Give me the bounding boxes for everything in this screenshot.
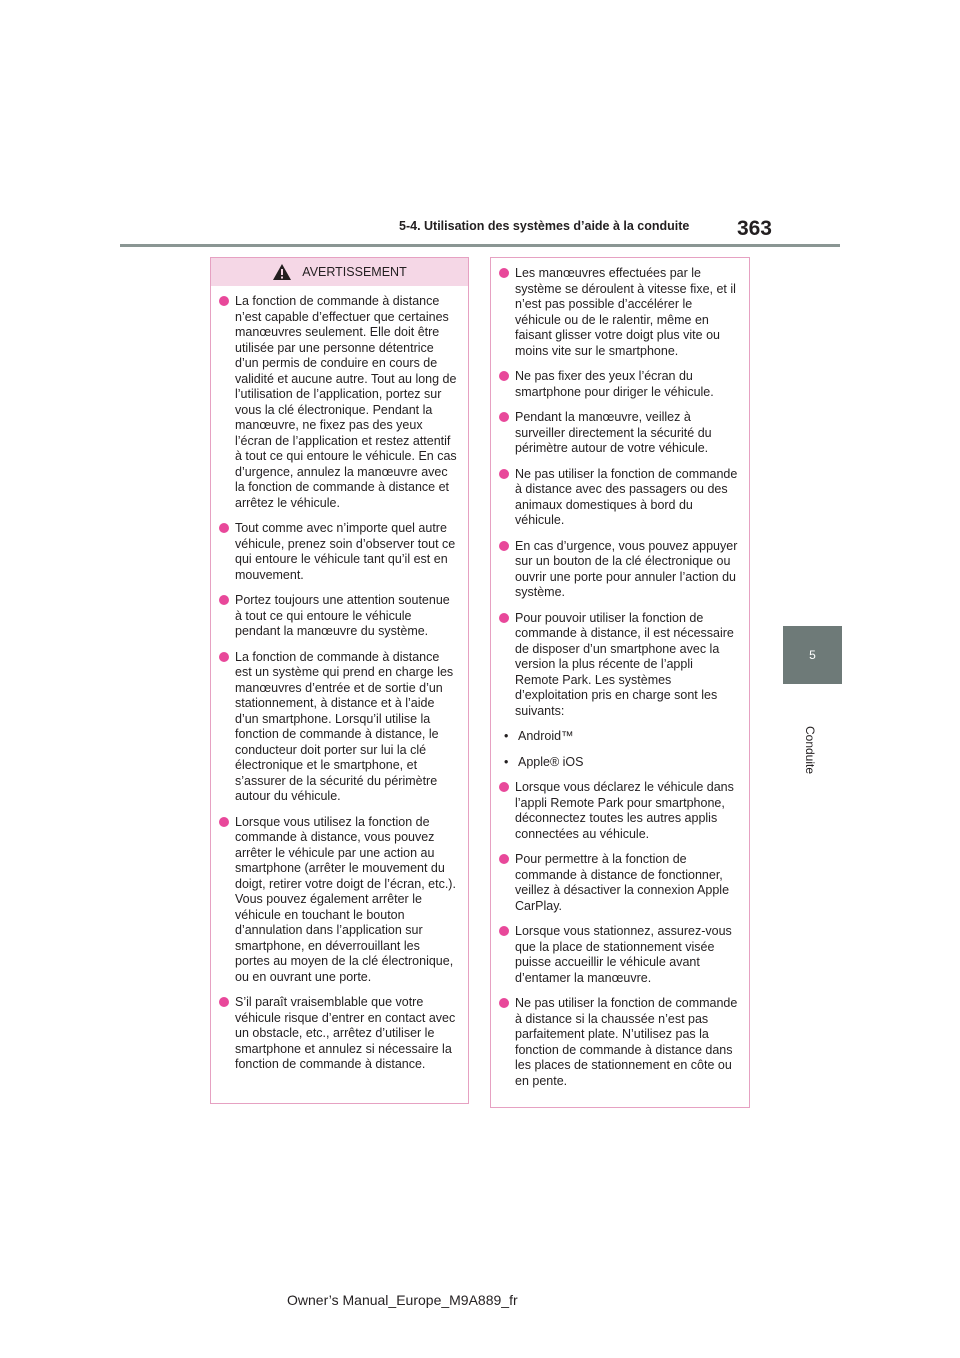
warning-item — [499, 539, 739, 601]
warning-box-left — [210, 257, 469, 1104]
bullet-circle-icon — [499, 469, 509, 479]
bullet-circle-icon — [219, 817, 229, 827]
warning-item-text: Pour pouvoir utiliser la fonction de commande à distance, il est nécessaire de disposer d’un smartphone avec la version la plus récente de l’appli Remote Park. Les systèmes d’exploitation pris en charge sont les suivants: — [515, 610, 734, 718]
warning-box-right — [490, 257, 750, 1108]
bullet-dot-icon: • — [504, 754, 509, 769]
warning-item — [499, 729, 739, 745]
bullet-circle-icon — [219, 997, 229, 1007]
warning-item — [219, 815, 458, 986]
warning-item-text: Lorsque vous stationnez, assurez-vous que la place de stationnement visée puisse accueillir le véhicule avant d’entamer la manœuvre. — [515, 924, 732, 985]
warning-title: AVERTISSEMENT — [302, 265, 407, 279]
warning-item — [499, 611, 739, 720]
warning-item-text: Tout comme avec n’importe quel autre véhicule, prenez soin d’observer tout ce qui entoure le véhicule tant qu’il est en mouvement. — [235, 521, 456, 582]
warning-list-left — [211, 286, 468, 1073]
warning-list-right — [491, 258, 749, 1089]
bullet-circle-icon — [499, 613, 509, 623]
warning-item-text: La fonction de commande à distance n’est capable d’effectuer que certaines manœuvres seulement. Elle doit être utilisée par une personne détentrice d’un permis de conduire en cours de validité et aucune autre. Tout au long de l’utilisation de l’application, portez sur vous la clé électronique. Pendant la manœuvre, ne fixez pas des yeux l’écran de l’application et restez attentif à tout ce qui entoure le véhicule. En cas d’urgence, annulez la manœuvre avec la fonction de commande à distance et arrêtez le véhicule. — [235, 294, 457, 510]
chapter-number: 5 — [809, 648, 816, 662]
warning-item — [219, 294, 458, 511]
warning-item — [499, 852, 739, 914]
warning-item — [499, 996, 739, 1089]
warning-item-text: Pendant la manœuvre, veillez à surveiller directement la sécurité du périmètre autour de votre véhicule. — [515, 410, 712, 455]
chapter-label — [800, 720, 820, 780]
header-divider — [120, 244, 840, 247]
bullet-circle-icon — [499, 371, 509, 381]
warning-item-text: Android™ — [518, 729, 574, 743]
warning-triangle-icon — [272, 263, 292, 281]
warning-item-text: Ne pas fixer des yeux l’écran du smartphone pour diriger le véhicule. — [515, 369, 714, 399]
bullet-circle-icon — [499, 782, 509, 792]
bullet-circle-icon — [219, 523, 229, 533]
warning-header — [211, 258, 468, 286]
warning-item-text: S’il paraît vraisemblable que votre véhicule risque d’entrer en contact avec un obstacle, etc., arrêtez d’utiliser le smartphone et annulez si nécessaire la fonction de commande à distance. — [235, 995, 456, 1071]
warning-item — [219, 521, 458, 583]
warning-item-text: Apple® iOS — [518, 754, 584, 769]
warning-item-text: Ne pas utiliser la fonction de commande à distance si la chaussée n’est pas parfaitement plate. N’utilisez pas la fonction de commande à distance dans les places de stationnement en côte ou en pente. — [515, 996, 738, 1088]
warning-item-text: Portez toujours une attention soutenue à tout ce qui entoure le véhicule pendant la manœuvre du système. — [235, 593, 450, 638]
bullet-circle-icon — [219, 652, 229, 662]
warning-item — [499, 369, 739, 400]
warning-item — [219, 650, 458, 805]
warning-item — [499, 410, 739, 457]
warning-item-text: Lorsque vous utilisez la fonction de commande à distance, vous pouvez arrêter le véhicule par une action au smartphone (arrêter le mouvement du doigt, retirer votre doigt de l’écran, etc.). Vous pouvez également arrêter le véhicule en touchant le bouton d’annulation dans l’application sur smartphone, en déverrouillant les portes au moyen de la clé électronique, ou en ouvrant une porte. — [235, 814, 456, 984]
warning-item — [499, 755, 739, 771]
warning-item-text: Lorsque vous déclarez le véhicule dans l’appli Remote Park pour smartphone, déconnectez toutes les autres applis connectées au véhicule. — [515, 780, 734, 841]
warning-item-text: Ne pas utiliser la fonction de commande à distance avec des passagers ou des animaux domestiques à bord du véhicule. — [515, 466, 738, 527]
warning-item-text: Pour permettre à la fonction de commande à distance de fonctionner, veillez à désactiver la connexion Apple CarPlay. — [515, 852, 730, 913]
warning-item — [499, 467, 739, 529]
warning-item — [219, 995, 458, 1073]
warning-item-text: La fonction de commande à distance est un système qui prend en charge les manœuvres d’entrée et de sortie d’un stationnement, à distance et à l’aide d’un smartphone. Lorsqu’il utilise la fonction de commande à distance, le conducteur doit porter sur lui la clé électronique et le smartphone, et s’assurer de la sécurité du périmètre autour du véhicule. — [235, 649, 454, 803]
bullet-circle-icon — [499, 998, 509, 1008]
page-number: 363 — [736, 217, 772, 240]
footer-text: Owner’s Manual_Europe_M9A889_fr — [287, 1292, 518, 1308]
warning-item-text: Les manœuvres effectuées par le système se déroulent à vitesse fixe, et il n’est pas possible d’accélérer le véhicule ou de le ralentir, même en faisant glisser votre doigt plus vite ou moins vite sur le smartphone. — [515, 266, 736, 358]
bullet-dot-icon: • — [504, 729, 509, 743]
warning-item — [499, 780, 739, 842]
chapter-label-text: Conduite — [803, 725, 818, 775]
bullet-circle-icon — [499, 854, 509, 864]
bullet-circle-icon — [219, 296, 229, 306]
warning-item — [219, 593, 458, 640]
bullet-circle-icon — [499, 268, 509, 278]
warning-item-text: En cas d’urgence, vous pouvez appuyer sur un bouton de la clé électronique ou ouvrir une porte pour annuler l’action du système. — [515, 538, 738, 599]
bullet-circle-icon — [499, 926, 509, 936]
warning-item — [499, 924, 739, 986]
section-title: 5-4. Utilisation des systèmes d’aide à la conduite — [399, 219, 690, 233]
warning-item — [499, 266, 739, 359]
bullet-circle-icon — [499, 412, 509, 422]
chapter-tab — [783, 626, 842, 684]
bullet-circle-icon — [219, 595, 229, 605]
bullet-circle-icon — [499, 541, 509, 551]
